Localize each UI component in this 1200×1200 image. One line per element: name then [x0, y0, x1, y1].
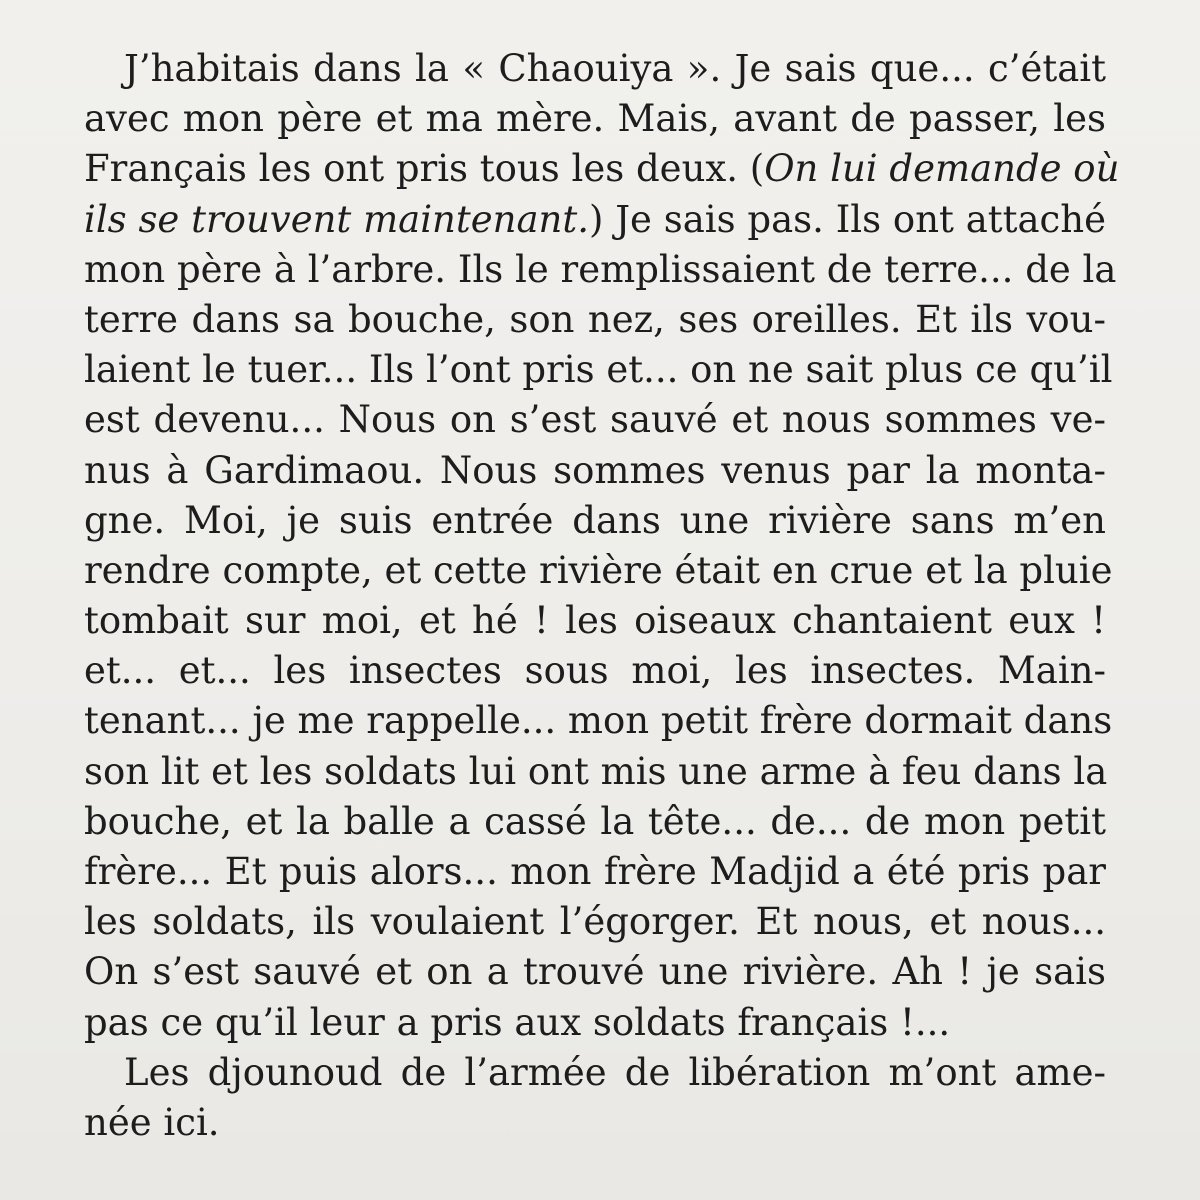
text-line: terre dans sa bouche, son nez, ses oreilles. Et ils vou-: [84, 297, 1106, 341]
paragraph-2: [84, 1048, 1106, 1148]
text-line: laient le tuer... Ils l’ont pris et... on ne sait plus ce qu’il: [84, 348, 1113, 392]
text-line: On s’est sauvé et on a trouvé une rivière. Ah ! je sais: [84, 950, 1106, 994]
italic-fragment: ils se trouvent maintenant.: [84, 197, 589, 241]
testimony-text: [84, 44, 1120, 1148]
text-fragment: ) Je sais pas. Ils ont attaché: [589, 197, 1106, 241]
text-line: mon père à l’arbre. Ils le remplissaient de terre... de la: [84, 247, 1117, 291]
text-line: J’habitais dans la « Chaouiya ». Je sais que... c’était: [124, 47, 1106, 90]
paragraph-1: [84, 44, 1120, 1048]
text-line: et... et... les insectes sous moi, les insectes. Main-: [84, 649, 1106, 693]
text-line: [84, 195, 1106, 245]
text-line: gne. Moi, je suis entrée dans une rivière sans m’en: [84, 498, 1106, 542]
text-line: née ici.: [84, 1100, 220, 1144]
text-line: son lit et les soldats lui ont mis une arme à feu dans la: [84, 749, 1108, 793]
text-line: tombait sur moi, et hé ! les oiseaux chantaient eux !: [84, 599, 1106, 643]
text-line: avec mon père et ma mère. Mais, avant de passer, les: [84, 97, 1106, 141]
text-line: [84, 144, 1120, 194]
text-line: Les djounoud de l’armée de libération m’ont ame-: [124, 1050, 1106, 1094]
text-line: frère... Et puis alors... mon frère Madjid a été pris par: [84, 850, 1106, 893]
text-line: tenant... je me rappelle... mon petit frère dormait dans: [84, 699, 1113, 743]
italic-fragment: On lui demande où: [764, 147, 1120, 191]
text-line: bouche, et la balle a cassé la tête... de... de mon petit: [84, 799, 1106, 843]
text-line: nus à Gardimaou. Nous sommes venus par la monta-: [84, 448, 1106, 492]
text-line: rendre compte, et cette rivière était en crue et la pluie: [84, 548, 1113, 592]
text-line: est devenu... Nous on s’est sauvé et nous sommes ve-: [84, 398, 1106, 442]
text-line: pas ce qu’il leur a pris aux soldats français !...: [84, 1000, 951, 1044]
text-fragment: Français les ont pris tous les deux. (: [84, 147, 765, 191]
text-line: les soldats, ils voulaient l’égorger. Et nous, et nous...: [84, 900, 1106, 944]
